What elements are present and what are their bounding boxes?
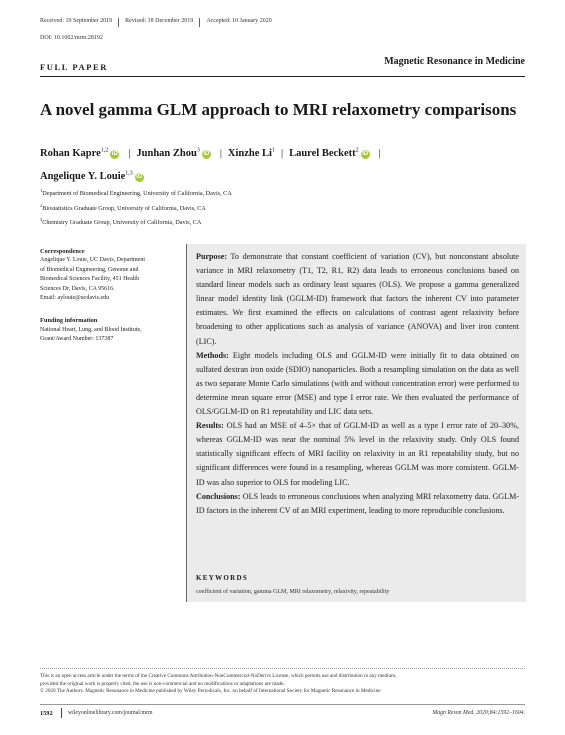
- revised-date: Revised: 18 December 2019: [125, 18, 194, 24]
- doi[interactable]: DOI: 10.1002/mrm.28192: [40, 35, 103, 41]
- license-line: This is an open access article under the terms of the Creative Commons Attribution-NonCommercial-NoDerivs License, which permits use and distribution in any medium,: [40, 673, 397, 679]
- orcid-icon[interactable]: iD: [203, 150, 210, 157]
- article-title: A novel gamma GLM approach to MRI relaxometry comparisons: [40, 100, 517, 119]
- abstract-methods: Methods: Eight models including OLS and GGLM-ID were initially fit to data obtained on sulfated dextran iron oxide (SDIO) nanoparticles. Both a resampling simulation on the data as well as two separate Monte Carlo simulations (with and without concentration error) were performed to determine mean square error (MSE) and type I error rate. We then evaluated the performance of OLS/GGLM-ID on R1 repeatability and LIC data sets.: [196, 350, 519, 417]
- page-number: 1592: [40, 710, 53, 717]
- correspondence-line: Sciences Dr, Davis, CA 95616.: [40, 285, 115, 292]
- license-line: provided the original work is properly cited, the use is non-commercial and no modifications or adaptations are made.: [40, 680, 285, 687]
- correspondence-line: of Biomedical Engineering, Genome and: [40, 266, 139, 273]
- abstract-conclusions: Conclusions: OLS leads to erroneous conclusions when analyzing MRI relaxometry data. GGLM-ID factors in the inherent CV of an MRI experiment, leading to more reproducible conclusions.: [196, 491, 519, 515]
- affiliation: $^1$Department of Biomedical Engineering, University of California, Davis, CA: [40, 188, 232, 198]
- footer-rule: [40, 704, 525, 705]
- author[interactable]: Junhan Zhou$^3$: [136, 147, 200, 159]
- header-rule: [40, 76, 525, 77]
- affiliation: $^2$Biostatistics Graduate Group, University of California, Davis, CA: [40, 202, 206, 212]
- author[interactable]: Angelique Y. Louie$^{1,3}$: [40, 170, 133, 182]
- orcid-icon[interactable]: iD: [111, 150, 118, 157]
- author-separator: |: [280, 147, 284, 159]
- author-list: [40, 140, 530, 187]
- funding-line: Grant/Award Number: 137387: [40, 336, 114, 343]
- author[interactable]: Xinzhe Li$^1$: [227, 147, 275, 159]
- copyright-line: © 2020 The Authors. Magnetic Resonance in Medicine published by Wiley Periodicals, Inc. on behalf of International Society for Magnetic Resonance in Medicine: [40, 688, 381, 695]
- funding-heading: Funding information: [40, 317, 98, 325]
- correspondence-heading: Correspondence: [40, 248, 85, 255]
- keywords-heading: KEYWORDS: [196, 574, 249, 582]
- citation: Magn Reson Med. 2020;84:1592–1604.: [432, 710, 525, 716]
- accepted-date: Accepted: 10 January 2020: [206, 18, 272, 24]
- orcid-icon[interactable]: iD: [136, 174, 143, 180]
- author[interactable]: Rohan Kapre$^{1,2}$: [40, 147, 109, 159]
- author-separator: |: [219, 147, 222, 159]
- manuscript-dates: [40, 18, 272, 27]
- journal-name: Magnetic Resonance in Medicine: [384, 56, 525, 67]
- author-separator: |: [128, 147, 131, 159]
- correspondence-email[interactable]: Email: aylouie@ucdavis.edu: [40, 295, 110, 302]
- abstract: [196, 250, 519, 518]
- funding-line: National Heart, Lung, and Blood Institute,: [40, 326, 142, 333]
- received-date: Received: 19 September 2019: [40, 18, 113, 24]
- license-notice: [40, 673, 525, 696]
- abstract-results: Results: OLS had an MSE of 4–5× that of GGLM-ID as well as a type I error rate of 20–30%, whereas GGLM-ID was near the nominal 5% level in the relaxivity study. Only OLS found statistically significant effects of MRI facility on relaxivity in an R1 repeatability study, but no significant differences were found in a resampling, whereas GGLM was more consistent. GGLM-ID was also superior to OLS for modeling LIC.: [196, 421, 519, 487]
- abstract-purpose: Purpose: To demonstrate that constant coefficient of variation (CV), but nonconstant absolute variance in MRI relaxometry (T1, T2, R1, R2) data leads to erroneous conclusions based on standard linear models such as ordinary least squares (OLS). We propose a gamma generalized linear model identity link (GGLM-ID) framework that factors the inherent CV into parameter estimates. We first examined the effects on calculations of contrast agent relaxivity before broadening to other applications such as analysis of variance (ANOVA) and liver iron content (LIC).: [196, 252, 519, 346]
- date-separator: [118, 18, 119, 27]
- author[interactable]: Laurel Beckett$^2$: [289, 147, 359, 159]
- keywords-list: coefficient of variation, gamma GLM, MRI relaxometry, relaxivity, repeatability: [196, 589, 390, 595]
- author-separator: |: [378, 147, 381, 159]
- affiliations: [40, 185, 232, 229]
- journal-website[interactable]: wileyonlinelibrary.com/journal/mrm: [68, 710, 153, 716]
- license-divider: [40, 668, 525, 669]
- sidebar-info: [40, 247, 185, 345]
- correspondence-line: Biomedical Sciences Facility, 451 Health: [40, 276, 140, 283]
- orcid-icon[interactable]: iD: [362, 150, 369, 157]
- date-separator: [199, 18, 200, 27]
- footer-separator: [61, 708, 62, 718]
- correspondence-line: Angelique Y. Louie, UC Davis, Department: [40, 257, 145, 264]
- section-label: FULL PAPER: [40, 62, 109, 72]
- affiliation: $^3$Chemistry Graduate Group, University of California, Davis, CA: [40, 217, 202, 227]
